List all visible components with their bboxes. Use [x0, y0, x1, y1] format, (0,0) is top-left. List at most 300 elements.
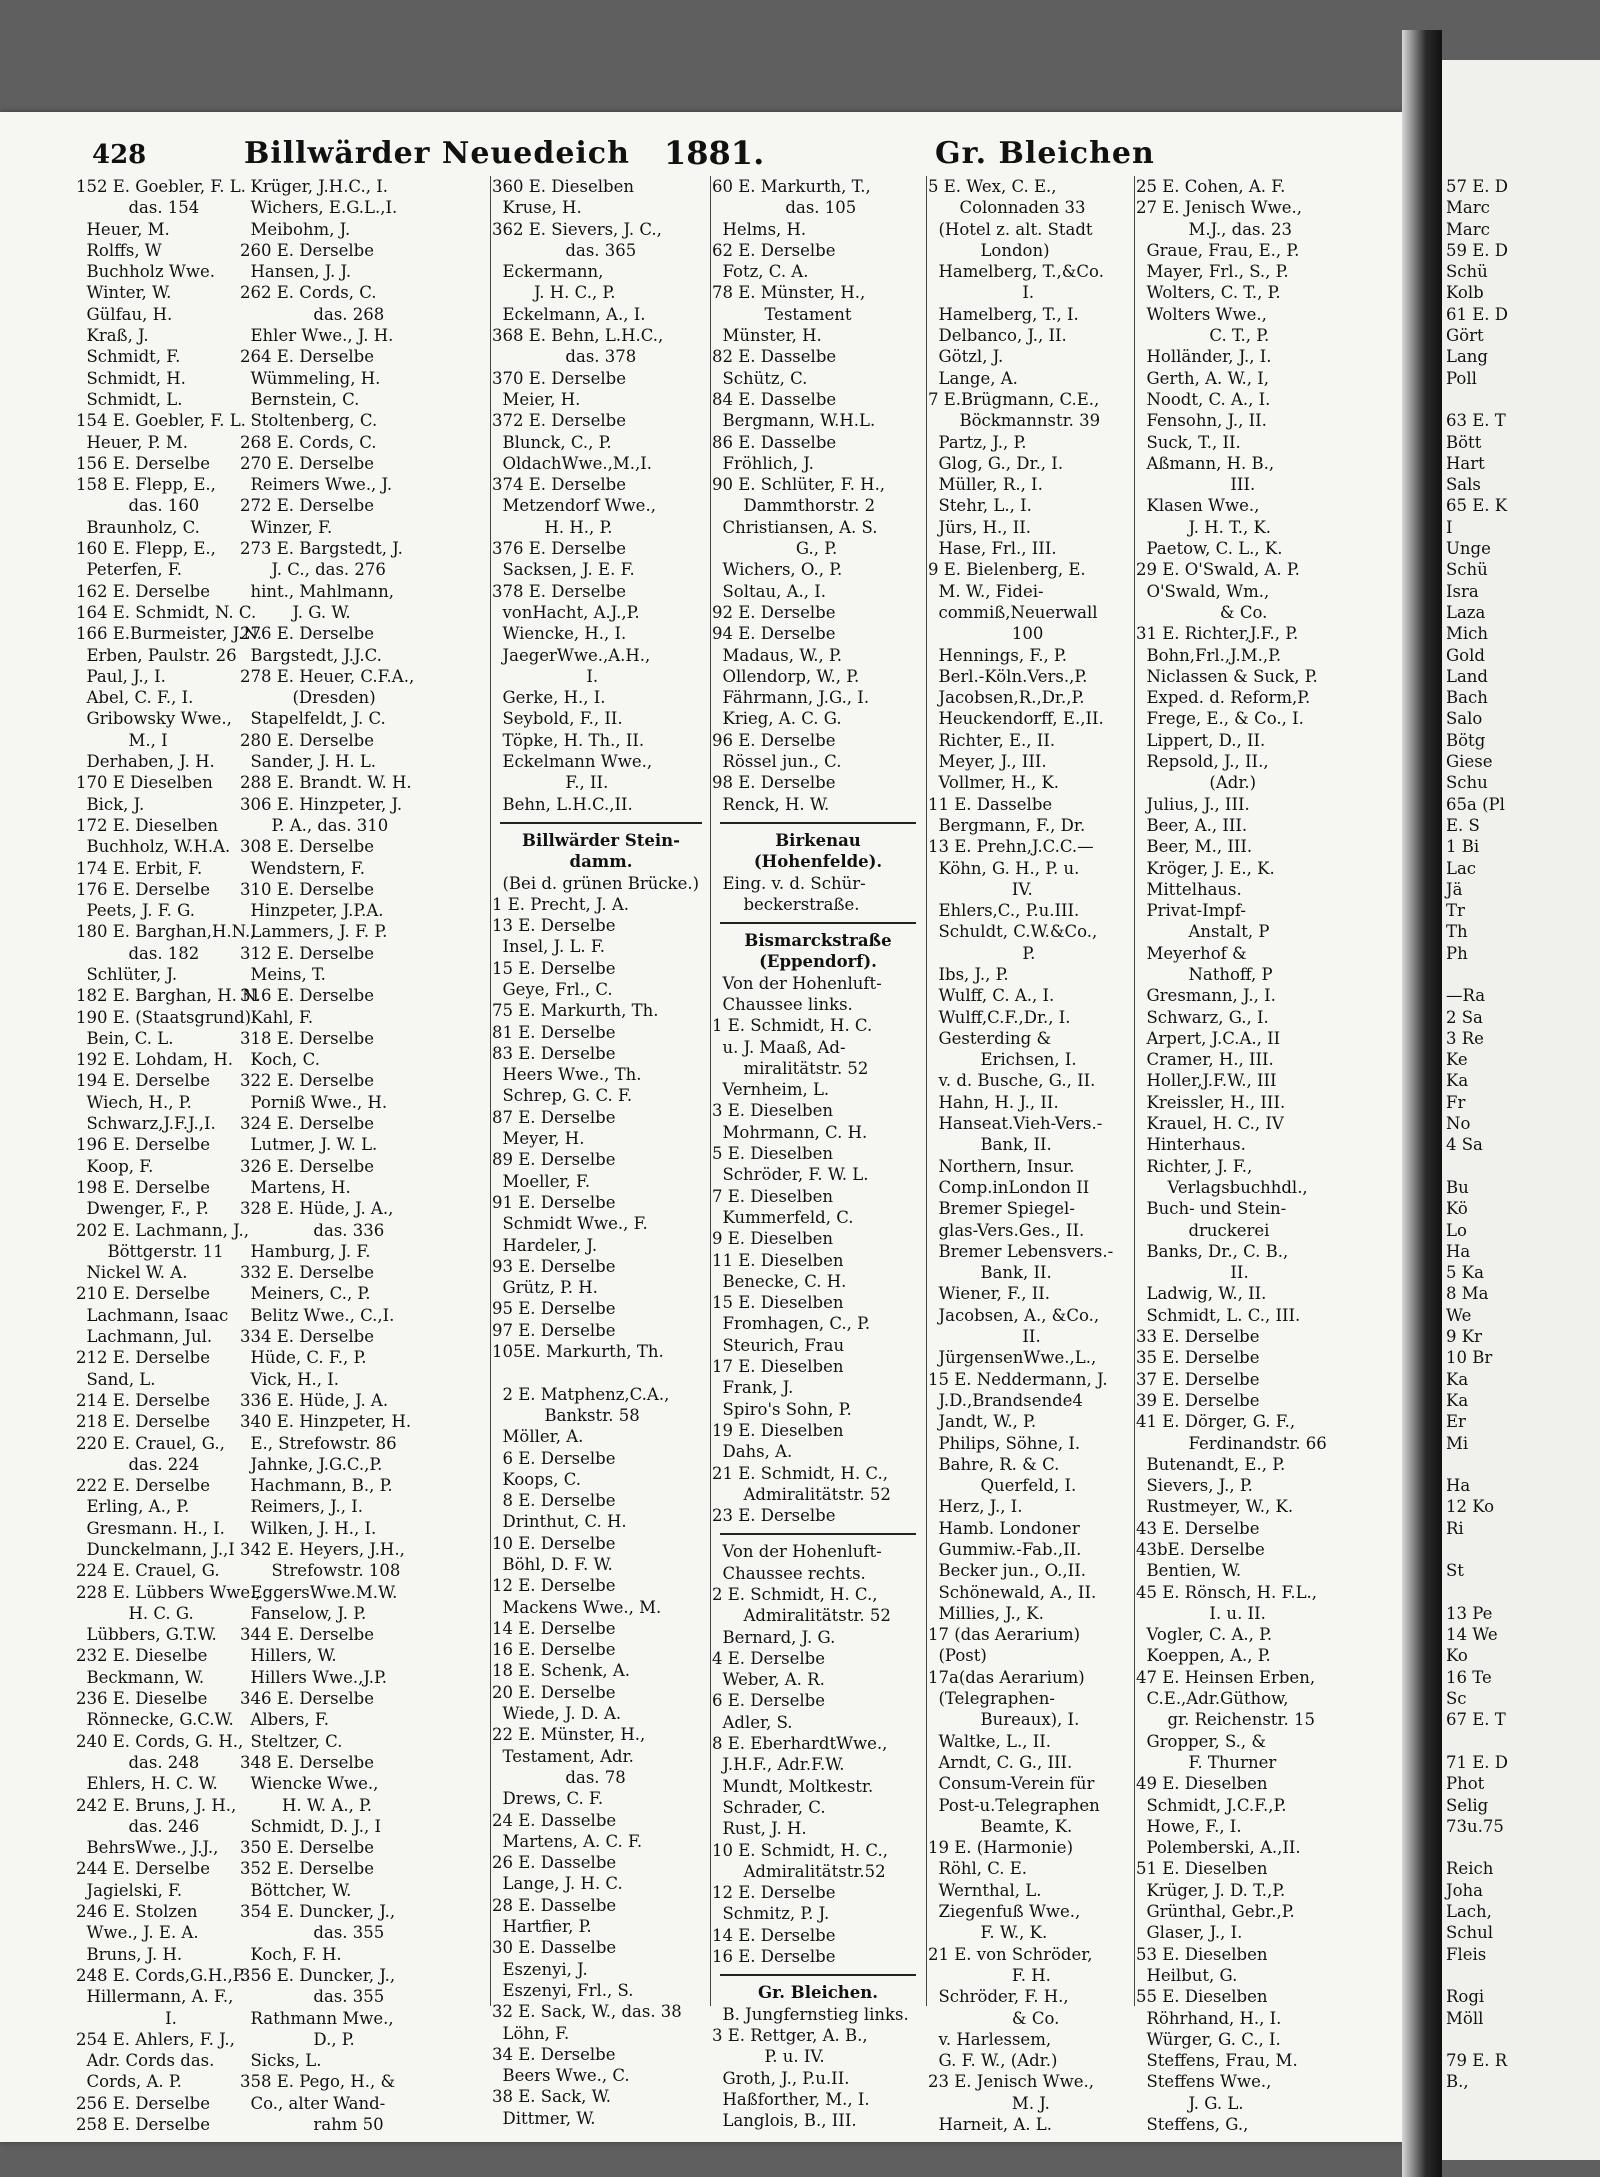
directory-entry: I. u. II. — [1136, 1603, 1266, 1623]
directory-entry: P. A., das. 310 — [240, 815, 389, 835]
directory-entry: 280 E. Derselbe — [240, 730, 374, 750]
directory-entry: We — [1446, 1305, 1472, 1325]
directory-entry: Wulff,C.F.,Dr., I. — [928, 1007, 1071, 1027]
directory-entry: 10 Br — [1446, 1348, 1493, 1368]
directory-entry: C.E.,Adr.Güthow, — [1136, 1689, 1289, 1709]
directory-entry: F. W., K. — [928, 1923, 1048, 1943]
directory-entry: 92 E. Derselbe — [712, 602, 836, 622]
directory-entry: 2 Sa — [1446, 1007, 1483, 1027]
directory-entry: Suck, T., II. — [1136, 432, 1241, 452]
directory-entry: 26 E. Dasselbe — [492, 1853, 617, 1873]
directory-entry: 39 E. Derselbe — [1136, 1390, 1260, 1410]
directory-entry: Schröder, F. H., — [928, 1987, 1069, 2007]
directory-column-3 — [492, 176, 710, 2128]
directory-entry: 27 E. Jenisch Wwe., — [1136, 198, 1302, 218]
directory-entry: OldachWwe.,M.,I. — [492, 453, 653, 473]
section-rule — [720, 1974, 916, 1976]
street-heading: (Eppendorf). — [759, 952, 877, 972]
directory-column-2 — [240, 176, 490, 2135]
directory-entry: Schrep, G. C. F. — [492, 1086, 633, 1106]
directory-entry: Buchholz Wwe. — [76, 262, 215, 282]
directory-entry — [1446, 964, 1600, 985]
directory-entry: Vogler, C. A., P. — [1136, 1625, 1273, 1645]
directory-entry: Kruse, H. — [492, 198, 582, 218]
directory-entry: Ph — [1446, 943, 1468, 963]
directory-entry: 49 E. Dieselben — [1136, 1774, 1268, 1794]
directory-entry: 30 E. Dasselbe — [492, 1938, 617, 1958]
directory-entry: 21 E. Schmidt, H. C., — [712, 1463, 888, 1483]
directory-entry: Koch, F. H. — [240, 1944, 342, 1964]
directory-entry: Koeppen, A., P. — [1136, 1646, 1271, 1666]
column-divider — [926, 176, 927, 2006]
directory-entry: Fanselow, J. P. — [240, 1603, 367, 1623]
directory-entry: Hinterhaus. — [1136, 1135, 1246, 1155]
directory-entry: 272 E. Derselbe — [240, 496, 374, 516]
directory-entry: H. C. G. — [76, 1603, 194, 1623]
directory-entry: Kö — [1446, 1199, 1468, 1219]
directory-entry: 12 E. Derselbe — [492, 1576, 616, 1596]
directory-entry: 1 E. Schmidt, H. C. — [712, 1016, 873, 1036]
directory-entry: Admiralitätstr.52 — [712, 1861, 886, 1881]
directory-entry: 61 E. D — [1446, 304, 1509, 324]
book-gutter — [1402, 30, 1442, 2177]
directory-entry: Hamelberg, T., I. — [928, 304, 1079, 324]
directory-entry: Bruns, J. H. — [76, 1944, 183, 1964]
directory-entry: 86 E. Dasselbe — [712, 432, 837, 452]
directory-entry: 322 E. Derselbe — [240, 1071, 374, 1091]
directory-entry: Admiralitätstr. 52 — [712, 1606, 891, 1626]
directory-entry: Koop, F. — [76, 1156, 154, 1176]
directory-entry: Stapelfeldt, J. C. — [240, 709, 386, 729]
directory-entry: Rustmeyer, W., K. — [1136, 1497, 1294, 1517]
directory-entry: Berl.-Köln.Vers.,P. — [928, 666, 1088, 686]
directory-entry: Bötg — [1446, 730, 1486, 750]
directory-entry: beckerstraße. — [712, 894, 860, 914]
directory-entry: Müller, R., I. — [928, 475, 1043, 495]
directory-entry: 47 E. Heinsen Erben, — [1136, 1667, 1316, 1687]
directory-entry: 17 E. Dieselben — [712, 1357, 844, 1377]
directory-entry: Jürs, H., II. — [928, 517, 1031, 537]
directory-entry: Polemberski, A.,II. — [1136, 1838, 1301, 1858]
directory-entry: F., II. — [492, 773, 609, 793]
directory-entry: Sicks, L. — [240, 2051, 322, 2071]
directory-entry: Reimers Wwe., J. — [240, 475, 393, 495]
directory-entry: 368 E. Behn, L.H.C., — [492, 326, 664, 346]
directory-entry: Hardeler, J. — [492, 1235, 598, 1255]
directory-entry: Lang — [1446, 347, 1488, 367]
directory-entry: 41 E. Dörger, G. F., — [1136, 1412, 1296, 1432]
directory-entry: Sand, L. — [76, 1369, 156, 1389]
directory-entry: 172 E. Dieselben — [76, 815, 219, 835]
directory-entry: Wolters, C. T., P. — [1136, 283, 1281, 303]
directory-entry: Möll — [1446, 2008, 1484, 2028]
directory-entry: Rössel jun., C. — [712, 752, 842, 772]
directory-entry: 45 E. Rönsch, H. F.L., — [1136, 1582, 1318, 1602]
directory-entry: 9 E. Dieselben — [712, 1229, 834, 1249]
directory-column-1 — [76, 176, 262, 2135]
directory-entry: Fromhagen, C., P. — [712, 1314, 871, 1334]
directory-entry: Heilbut, G. — [1136, 1965, 1238, 1985]
directory-entry: Schmitz, P. J. — [712, 1904, 830, 1924]
directory-entry: Partz, J., P. — [928, 432, 1027, 452]
directory-entry: Eckelmann, A., I. — [492, 304, 646, 324]
directory-entry: 32 E. Sack, W., das. 38 — [492, 2002, 682, 2022]
directory-entry: 15 E. Dieselben — [712, 1293, 844, 1313]
directory-entry: Sievers, J., P. — [1136, 1476, 1253, 1496]
directory-entry: 24 E. Dasselbe — [492, 1810, 617, 1830]
directory-entry: Krauel, H. C., IV — [1136, 1114, 1284, 1134]
directory-entry: Töpke, H. Th., II. — [492, 730, 645, 750]
directory-entry: J. G. W. — [240, 602, 351, 622]
directory-entry: Albers, F. — [240, 1710, 329, 1730]
directory-entry: Ehler Wwe., J. H. — [240, 326, 394, 346]
directory-entry: Nathoff, P — [1136, 964, 1273, 984]
directory-entry: J. G. L. — [1136, 2093, 1244, 2113]
directory-entry: das. 160 — [76, 496, 200, 516]
directory-entry: Braunholz, C. — [76, 517, 200, 537]
directory-entry: 352 E. Derselbe — [240, 1859, 374, 1879]
directory-entry: 12 Ko — [1446, 1497, 1495, 1517]
directory-entry: 15 E. Neddermann, J. — [928, 1369, 1108, 1389]
directory-entry: Ibs, J., P. — [928, 964, 1009, 984]
directory-entry: J. H. T., K. — [1136, 517, 1272, 537]
directory-entry: Dittmer, W. — [492, 2108, 596, 2128]
directory-entry: das. 78 — [492, 1767, 626, 1787]
directory-entry: J.D.,Brandsende4 — [928, 1390, 1083, 1410]
directory-entry: Behn, L.H.C.,II. — [492, 794, 633, 814]
directory-entry: 98 E. Derselbe — [712, 773, 836, 793]
directory-entry: 1 E. Precht, J. A. — [492, 894, 630, 914]
directory-entry: Schul — [1446, 1923, 1494, 1943]
directory-entry: 16 E. Derselbe — [492, 1640, 616, 1660]
directory-entry: Beckmann, W. — [76, 1667, 205, 1687]
directory-entry: Möller, A. — [492, 1427, 584, 1447]
directory-entry: Reich — [1446, 1859, 1494, 1879]
directory-entry: Bach — [1446, 688, 1488, 708]
directory-entry: 276 E. Derselbe — [240, 624, 374, 644]
directory-entry: 260 E. Derselbe — [240, 240, 374, 260]
directory-entry: Eing. v. d. Schür- — [712, 873, 866, 893]
directory-entry: Peterfen, F. — [76, 560, 183, 580]
directory-entry: (Adr.) — [1136, 773, 1257, 793]
directory-entry: Lange, J. H. C. — [492, 1874, 623, 1894]
directory-entry: Cords, A. P. — [76, 2072, 182, 2092]
directory-entry: Ha — [1446, 1476, 1471, 1496]
directory-entry: Buchholz, W.H.A. — [76, 837, 231, 857]
directory-entry: Anstalt, P — [1136, 922, 1270, 942]
directory-entry: 29 E. O'Swald, A. P. — [1136, 560, 1300, 580]
directory-entry: 256 E. Derselbe — [76, 2093, 210, 2113]
directory-entry: 71 E. D — [1446, 1752, 1509, 1772]
directory-entry: Steffens, Frau, M. — [1136, 2051, 1298, 2071]
directory-entry: Bernstein, C. — [240, 389, 360, 409]
directory-entry: Gerke, H., I. — [492, 688, 606, 708]
directory-entry: Metzendorf Wwe., — [492, 496, 656, 516]
directory-entry: Soltau, A., I. — [712, 581, 827, 601]
directory-entry: E. S — [1446, 815, 1480, 835]
directory-entry: 154 E. Goebler, F. L. — [76, 411, 246, 431]
directory-entry: Arndt, C. G., III. — [928, 1752, 1073, 1772]
directory-entry: Jandt, W., P. — [928, 1412, 1037, 1432]
directory-entry: Sander, J. H. L. — [240, 752, 377, 772]
directory-entry: Drews, C. F. — [492, 1789, 604, 1809]
directory-entry: Gresmann. H., I. — [76, 1518, 225, 1538]
directory-entry: Schü — [1446, 262, 1488, 282]
directory-entry: Böhl, D. F. W. — [492, 1555, 613, 1574]
directory-entry: Noodt, C. A., I. — [1136, 389, 1271, 409]
directory-entry — [1446, 389, 1600, 410]
directory-entry: miralitätstr. 52 — [712, 1058, 869, 1078]
directory-entry: Kröger, J. E., K. — [1136, 858, 1275, 878]
directory-entry: St — [1446, 1561, 1464, 1581]
directory-entry: Beers Wwe., C. — [492, 2066, 630, 2086]
directory-entry: Fleis — [1446, 1944, 1487, 1964]
directory-entry — [1446, 1582, 1600, 1603]
directory-entry: 262 E. Cords, C. — [240, 283, 377, 303]
directory-entry: 254 E. Ahlers, F. J., — [76, 2029, 235, 2049]
directory-entry: 340 E. Hinzpeter, H. — [240, 1412, 412, 1432]
directory-entry: Co., alter Wand- — [240, 2093, 386, 2113]
directory-entry: Beer, A., III. — [1136, 815, 1248, 835]
directory-entry: Gribowsky Wwe., — [76, 709, 232, 729]
directory-entry: Ladwig, W., II. — [1136, 1284, 1267, 1304]
directory-entry: Hartfier, P. — [492, 1917, 592, 1937]
directory-entry: Hüde, C. F., P. — [240, 1348, 367, 1368]
directory-entry: Herz, J., I. — [928, 1497, 1023, 1517]
directory-entry: Wiencke, H., I. — [492, 624, 627, 644]
directory-entry: Fotz, C. A. — [712, 262, 809, 282]
directory-entry: Gropper, S., & — [1136, 1731, 1267, 1751]
directory-entry: 236 E. Dieselbe — [76, 1689, 208, 1709]
directory-entry: Rolffs, W — [76, 240, 162, 260]
directory-entry: 12 E. Derselbe — [712, 1883, 836, 1903]
directory-entry: Bureaux), I. — [928, 1710, 1080, 1730]
street-heading: Birkenau — [775, 830, 861, 850]
directory-entry: 264 E. Derselbe — [240, 347, 374, 367]
directory-entry: 278 E. Heuer, C.F.A., — [240, 666, 415, 686]
directory-entry: Bött — [1446, 432, 1482, 452]
directory-entry: Peets, J. F. G. — [76, 901, 195, 921]
directory-entry: 170 E Dieselben — [76, 773, 213, 793]
directory-entry: Heers Wwe., Th. — [492, 1065, 642, 1085]
directory-entry: 316 E. Derselbe — [240, 986, 374, 1006]
directory-entry: 374 E. Derselbe — [492, 475, 626, 495]
directory-entry: Paul, J., I. — [76, 666, 166, 686]
directory-entry: G. F. W., (Adr.) — [928, 2051, 1058, 2071]
directory-entry: 14 E. Derselbe — [712, 1925, 836, 1945]
running-year: 1881. — [664, 134, 765, 172]
directory-entry: Steurich, Frau — [712, 1335, 845, 1355]
directory-entry — [1446, 2029, 1600, 2050]
directory-entry: Koch, C. — [240, 1050, 320, 1070]
directory-entry: Lutmer, J. W. L. — [240, 1135, 378, 1155]
directory-entry: 65 E. K — [1446, 496, 1508, 516]
directory-entry: 84 E. Dasselbe — [712, 389, 837, 409]
directory-entry: Beer, M., III. — [1136, 837, 1253, 857]
directory-entry: 75 E. Markurth, Th. — [492, 1001, 659, 1021]
directory-entry: I. — [76, 2008, 177, 2028]
directory-entry: 3 E. Rettger, A. B., — [712, 2025, 868, 2045]
directory-entry: Lachmann, Isaac — [76, 1305, 229, 1325]
directory-entry: Holländer, J., I. — [1136, 347, 1272, 367]
directory-entry: Hansen, J. J. — [240, 262, 352, 282]
directory-entry: 244 E. Derselbe — [76, 1859, 210, 1879]
directory-entry: Consum-Verein für — [928, 1774, 1095, 1794]
directory-entry: Glaser, J., I. — [1136, 1923, 1243, 1943]
column-7-fragment — [1446, 176, 1600, 2093]
directory-entry: 34 E. Derselbe — [492, 2044, 616, 2064]
directory-entry: Kraß, J. — [76, 326, 149, 346]
directory-entry: Dammthorstr. 2 — [712, 496, 876, 516]
directory-entry: Selig — [1446, 1795, 1489, 1815]
directory-entry: 73u.75 — [1446, 1816, 1504, 1836]
directory-entry: 192 E. Lohdam, H. — [76, 1050, 233, 1070]
directory-entry: & Co. — [928, 2008, 1060, 2028]
directory-entry: No — [1446, 1114, 1471, 1134]
directory-entry: Jacobsen, A., &Co., — [928, 1305, 1100, 1325]
directory-entry: 18 E. Schenk, A. — [492, 1661, 630, 1681]
directory-entry: 158 E. Flepp, E., — [76, 475, 216, 495]
directory-entry: Colonnaden 33 — [928, 198, 1086, 218]
directory-entry: 59 E. D — [1446, 240, 1509, 260]
directory-entry: Eckelmann Wwe., — [492, 752, 653, 772]
directory-entry: das. 365 — [492, 240, 637, 260]
directory-entry: 210 E. Derselbe — [76, 1284, 210, 1304]
directory-entry — [1446, 1156, 1600, 1177]
directory-entry: glas-Vers.Ges., II. — [928, 1220, 1085, 1240]
directory-entry: Koops, C. — [492, 1469, 582, 1489]
directory-entry: Admiralitätstr. 52 — [712, 1484, 891, 1504]
directory-entry: Mi — [1446, 1433, 1469, 1453]
directory-entry: Unge — [1446, 539, 1491, 559]
directory-entry: Lachmann, Jul. — [76, 1327, 213, 1347]
directory-entry: Ka — [1446, 1369, 1469, 1389]
directory-entry: Banks, Dr., C. B., — [1136, 1241, 1289, 1261]
directory-entry: 90 E. Schlüter, F. H., — [712, 475, 886, 495]
directory-entry: 10 E. Schmidt, H. C., — [712, 1840, 888, 1860]
directory-entry: Cramer, H., III. — [1136, 1050, 1274, 1070]
directory-entry: 160 E. Flepp, E., — [76, 539, 216, 559]
directory-entry: Derhaben, J. H. — [76, 752, 215, 772]
directory-entry: 5 Ka — [1446, 1263, 1484, 1283]
directory-entry: III. — [1136, 475, 1256, 495]
directory-entry: 4 E. Derselbe — [712, 1648, 825, 1668]
directory-entry: Schmidt, L. — [76, 389, 183, 409]
directory-entry: 306 E. Hinzpeter, J. — [240, 794, 403, 814]
section-rule — [500, 822, 702, 824]
directory-entry: (Post) — [928, 1646, 987, 1666]
directory-entry: (Bei d. grünen Brücke.) — [492, 873, 700, 893]
directory-entry: 67 E. T — [1446, 1710, 1506, 1730]
directory-entry: M., I — [76, 730, 168, 750]
directory-entry: Schwarz,J.F.J.,I. — [76, 1114, 216, 1134]
directory-entry: Löhn, F. — [492, 2023, 570, 2043]
directory-entry: 94 E. Derselbe — [712, 624, 836, 644]
directory-entry: (Telegraphen- — [928, 1689, 1055, 1709]
directory-entry: Winter, W. — [76, 283, 172, 303]
directory-entry: Eszenyi, J. — [492, 1959, 588, 1979]
directory-entry: 33 E. Derselbe — [1136, 1327, 1260, 1347]
street-heading: (Hohenfelde). — [753, 852, 883, 872]
directory-entry: Wiencke Wwe., — [240, 1774, 379, 1794]
directory-entry: 6 E. Derselbe — [492, 1448, 616, 1468]
directory-entry: Testament — [712, 304, 852, 324]
directory-entry: JaegerWwe.,A.H., — [492, 645, 651, 665]
directory-entry: Hillermann, A. F., — [76, 1987, 234, 2007]
directory-entry: Bahre, R. & C. — [928, 1454, 1060, 1474]
directory-entry: druckerei — [1136, 1220, 1270, 1240]
directory-entry: Klasen Wwe., — [1136, 496, 1260, 516]
directory-entry: Schü — [1446, 560, 1488, 580]
directory-entry: 360 E. Dieselben — [492, 177, 635, 196]
directory-entry: Glog, G., Dr., I. — [928, 453, 1064, 473]
directory-entry: Strefowstr. 108 — [240, 1561, 401, 1581]
directory-entry: Lach, — [1446, 1902, 1492, 1922]
directory-entry: Kreissler, H., III. — [1136, 1092, 1286, 1112]
directory-entry: E., Strefowstr. 86 — [240, 1433, 397, 1453]
section-rule — [720, 822, 916, 824]
directory-entry: Millies, J., K. — [928, 1603, 1044, 1623]
directory-entry: 13 Pe — [1446, 1603, 1493, 1623]
directory-entry: Gresmann, J., I. — [1136, 986, 1276, 1006]
directory-entry: 372 E. Derselbe — [492, 411, 626, 431]
directory-entry: 196 E. Derselbe — [76, 1135, 210, 1155]
directory-entry: I. — [928, 283, 1035, 303]
directory-entry: Becker jun., O.,II. — [928, 1561, 1086, 1581]
directory-entry: Butenandt, E., P. — [1136, 1454, 1286, 1474]
directory-entry: 202 E. Lachmann, J., — [76, 1220, 249, 1240]
directory-column-5 — [928, 176, 1136, 2135]
directory-entry — [1446, 1539, 1600, 1560]
directory-entry: 212 E. Derselbe — [76, 1348, 210, 1368]
directory-entry: 20 E. Derselbe — [492, 1682, 616, 1702]
directory-entry: 326 E. Derselbe — [240, 1156, 374, 1176]
directory-entry: Insel, J. L. F. — [492, 937, 606, 957]
directory-entry: Erling, A., P. — [76, 1497, 190, 1517]
directory-entry: H. W. A., P. — [240, 1795, 373, 1815]
directory-entry: Porniß Wwe., H. — [240, 1092, 388, 1112]
directory-entry: 2 E. Schmidt, H. C., — [712, 1585, 878, 1604]
directory-entry: Rust, J. H. — [712, 1819, 807, 1839]
directory-entry: Beamte, K. — [928, 1816, 1073, 1836]
directory-entry: 240 E. Cords, G. H., — [76, 1731, 244, 1751]
directory-entry: Schu — [1446, 773, 1488, 793]
directory-entry: Krüger, J. D. T.,P. — [1136, 1880, 1286, 1900]
directory-entry: Chaussee links. — [712, 994, 853, 1014]
directory-entry: Post-u.Telegraphen — [928, 1795, 1100, 1815]
directory-entry: Vernheim, L. — [712, 1080, 830, 1100]
directory-entry: 91 E. Derselbe — [492, 1192, 616, 1212]
directory-entry: 7 E.Brügmann, C.E., — [928, 389, 1100, 409]
directory-entry: 273 E. Bargstedt, J. — [240, 539, 403, 559]
directory-entry: 13 E. Prehn,J.C.C.— — [928, 837, 1094, 857]
directory-entry: Schütz, C. — [712, 368, 808, 388]
directory-entry: Jacobsen,R.,Dr.,P. — [928, 688, 1085, 708]
directory-entry — [492, 1362, 710, 1383]
directory-entry: Von der Hohenluft- — [712, 973, 882, 993]
directory-entry: 23 E. Jenisch Wwe., — [928, 2072, 1094, 2092]
directory-entry: Abel, C. F., I. — [76, 688, 194, 708]
directory-entry: Gerth, A. W., I, — [1136, 368, 1270, 388]
directory-entry: 194 E. Derselbe — [76, 1071, 210, 1091]
directory-entry: Köhn, G. H., P. u. — [928, 858, 1080, 878]
directory-entry: das. 224 — [76, 1454, 200, 1474]
directory-entry: Wichers, E.G.L.,I. — [240, 198, 398, 218]
directory-entry: Fährmann, J.G., I. — [712, 688, 870, 708]
directory-entry: 55 E. Dieselben — [1136, 1987, 1268, 2007]
directory-entry: Wilken, J. H., I. — [240, 1518, 377, 1538]
directory-entry: Ka — [1446, 1390, 1469, 1410]
